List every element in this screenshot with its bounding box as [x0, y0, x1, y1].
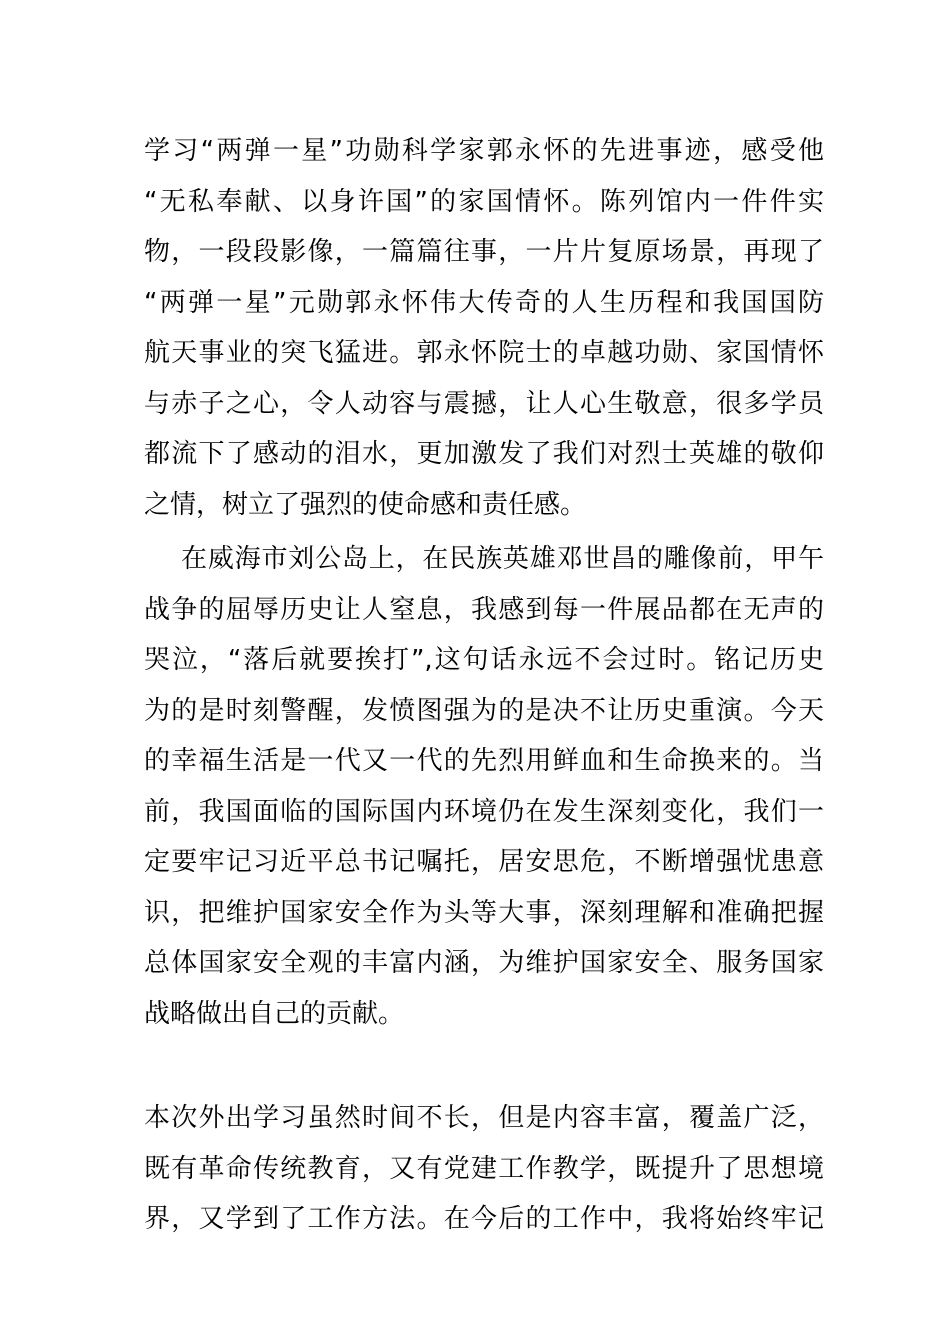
text-line: 航天事业的突飞猛进。郭永怀院士的卓越功勋、家国情怀: [144, 338, 824, 368]
text-line: 学习“两弹一星”功勋科学家郭永怀的先进事迹，感受他: [144, 136, 824, 166]
text-line: 都流下了感动的泪水，更加激发了我们对烈士英雄的敬仰: [144, 439, 824, 469]
paragraph-1: [144, 126, 824, 530]
text-line: 识，把维护国家安全作为头等大事，深刻理解和准确把握: [144, 897, 824, 928]
text-line: 本次外出学习虽然时间不长，但是内容丰富，覆盖广泛，: [144, 1103, 824, 1133]
text-line: 既有革命传统教育，又有党建工作教学，既提升了思想境: [144, 1153, 824, 1184]
text-line: 战略做出自己的贡献。: [144, 998, 405, 1029]
text-line: “两弹一星”元勋郭永怀伟大传奇的人生历程和我国国防: [144, 287, 824, 318]
text-line: 界，又学到了工作方法。在今后的工作中，我将始终牢记: [144, 1204, 824, 1234]
text-line: 为的是时刻警醒，发愤图强为的是决不让历史重演。今天: [144, 695, 824, 726]
text-line: 之情，树立了强烈的使命感和责任感。: [144, 489, 587, 520]
paragraph-3: [144, 1093, 824, 1245]
text-line: 战争的屈辱历史让人窒息，我感到每一件展品都在无声的: [144, 594, 824, 625]
paragraph-2: [144, 534, 824, 1039]
text-line: 与赤子之心，令人动容与震撼，让人心生敬意，很多学员: [144, 388, 824, 419]
text-line: 总体国家安全观的丰富内涵，为维护国家安全、服务国家: [144, 948, 824, 978]
text-line: 物，一段段影像，一篇篇往事，一片片复原场景，再现了: [144, 237, 824, 267]
text-line: 的幸福生活是一代又一代的先烈用鲜血和生命换来的。当: [144, 746, 824, 776]
text-line: 定要牢记习近平总书记嘱托，居安思危，不断增强忧患意: [144, 847, 824, 877]
text-line: 前，我国面临的国际国内环境仍在发生深刻变化，我们一: [144, 796, 824, 827]
text-line: “无私奉献、以身许国”的家国情怀。陈列馆内一件件实: [144, 186, 824, 217]
text-line: 在威海市刘公岛上，在民族英雄邓世昌的雕像前，甲午: [181, 544, 824, 574]
text-line: 哭泣，“落后就要挨打”,这句话永远不会过时。铭记历史: [144, 645, 824, 675]
